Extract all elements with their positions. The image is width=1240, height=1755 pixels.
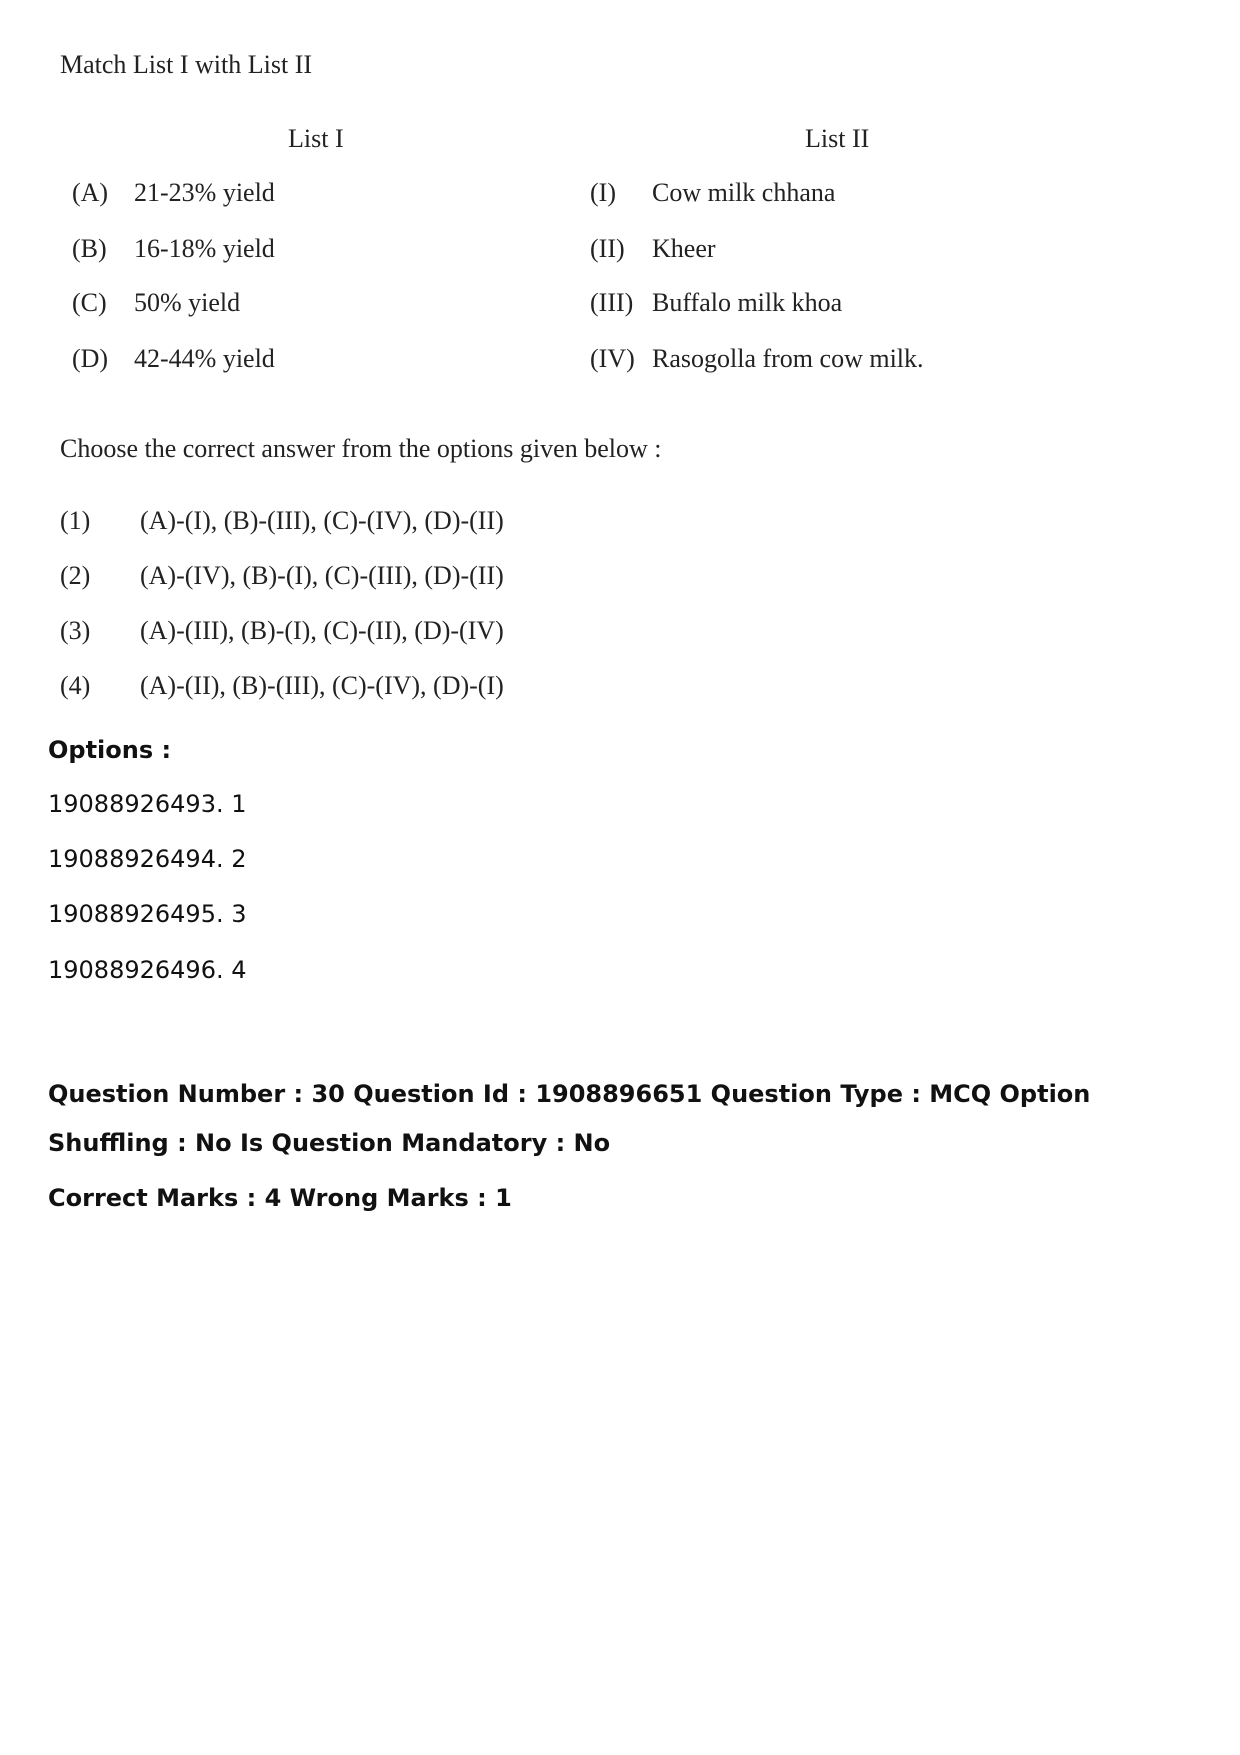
list-1-item-tag: (B)	[72, 234, 107, 263]
option-item: 19088926495. 3	[48, 900, 247, 928]
list-2-item-text: Kheer	[652, 234, 716, 263]
answer-choice-number: (4)	[60, 671, 91, 700]
list-1-item-tag: (C)	[72, 288, 107, 317]
option-item: 19088926493. 1	[48, 790, 247, 818]
list-1-item-text: 21-23% yield	[134, 178, 275, 207]
list-1-item-tag: (A)	[72, 178, 109, 207]
list-2-item-text: Rasogolla from cow milk.	[652, 344, 924, 373]
list-2-heading: List II	[805, 124, 870, 153]
question-meta	[48, 1070, 1218, 1223]
list-2-item-tag: (IV)	[590, 344, 635, 373]
answer-choice-number: (2)	[60, 561, 91, 590]
option-item: 19088926494. 2	[48, 845, 247, 873]
list-2-item-text: Cow milk chhana	[652, 178, 836, 207]
answer-choice-text: (A)-(III), (B)-(I), (C)-(II), (D)-(IV)	[140, 616, 504, 645]
list-2-item-text: Buffalo milk khoa	[652, 288, 843, 317]
answer-choice-text: (A)-(II), (B)-(III), (C)-(IV), (D)-(I)	[140, 671, 504, 700]
answer-choice-text: (A)-(I), (B)-(III), (C)-(IV), (D)-(II)	[140, 506, 504, 535]
options-heading: Options :	[48, 736, 172, 764]
marks-line: Correct Marks : 4 Wrong Marks : 1	[48, 1184, 512, 1212]
list-1-item-tag: (D)	[72, 344, 109, 373]
question-meta-line: Question Number : 30 Question Id : 1908896651 Question Type : MCQ Option Shuffling : No Is Question Mandatory : No	[48, 1080, 1091, 1157]
list-1-item-text: 16-18% yield	[134, 234, 275, 263]
list-2-item-tag: (I)	[590, 178, 616, 207]
list-2-item-tag: (III)	[590, 288, 634, 317]
list-1-heading: List I	[288, 124, 344, 153]
question-instruction: Match List I with List II	[60, 50, 313, 79]
choose-instruction: Choose the correct answer from the options given below :	[60, 434, 662, 463]
answer-choice-number: (3)	[60, 616, 91, 645]
list-1-item-text: 50% yield	[134, 288, 241, 317]
answer-choice-text: (A)-(IV), (B)-(I), (C)-(III), (D)-(II)	[140, 561, 504, 590]
list-1-item-text: 42-44% yield	[134, 344, 275, 373]
question-image	[0, 0, 1240, 730]
list-2-item-tag: (II)	[590, 234, 625, 263]
option-item: 19088926496. 4	[48, 956, 247, 984]
answer-choice-number: (1)	[60, 506, 91, 535]
